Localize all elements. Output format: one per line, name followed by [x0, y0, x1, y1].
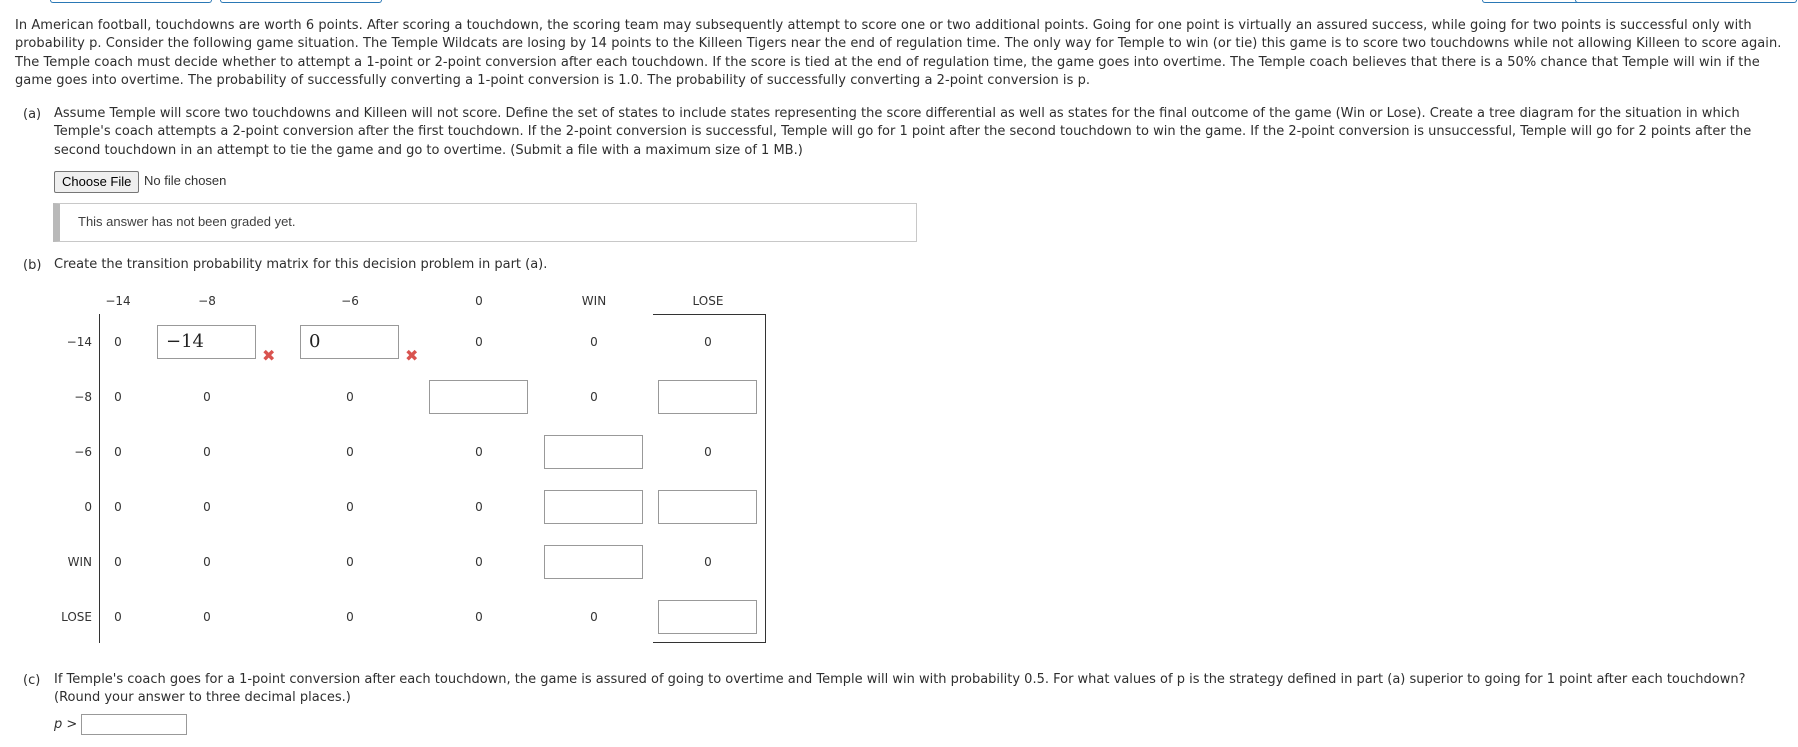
- cell-m14-m14: 0: [114, 335, 122, 349]
- cell-win-m6: 0: [346, 555, 354, 569]
- part-c-label: (c): [23, 673, 41, 688]
- cell-win-win-input[interactable]: [544, 545, 643, 579]
- cell-m6-m8: 0: [203, 445, 211, 459]
- cell-0-win-input[interactable]: [544, 490, 643, 524]
- row-label-lose: LOSE: [61, 610, 92, 624]
- row-label-win: WIN: [67, 555, 92, 569]
- cell-win-lose: 0: [704, 555, 712, 569]
- col-header-lose: LOSE: [692, 294, 724, 308]
- choose-file-button[interactable]: Choose File: [54, 171, 139, 193]
- cell-m6-m14: 0: [114, 445, 122, 459]
- cell-m8-lose-input[interactable]: [658, 380, 757, 414]
- col-header-0: 0: [475, 294, 483, 308]
- cell-m6-win-input[interactable]: [544, 435, 643, 469]
- part-c-question: If Temple's coach goes for a 1-point conversion after each touchdown, the game is assured of going to overtime and Temple will win with probability 0.5. For what values of p is the strategy defined in part (a) superior to going for 1 point after each touchdown?: [54, 672, 1746, 687]
- col-header-m14: −14: [105, 294, 131, 308]
- p-label: [54, 717, 77, 732]
- cell-m8-m14: 0: [114, 390, 122, 404]
- file-status: No file chosen: [144, 173, 227, 188]
- cell-lose-win: 0: [590, 610, 598, 624]
- row-label-m8: −8: [74, 390, 92, 404]
- col-header-m8: −8: [198, 294, 216, 308]
- cell-win-0: 0: [475, 555, 483, 569]
- cell-m8-m8: 0: [203, 390, 211, 404]
- problem-intro: In American football, touchdowns are worth 6 points. After scoring a touchdown, the scoring team may subsequently attempt to score one or two additional points. Going for one point is virtually an assured success, while going for two points is successful only with probability p. Consider the following game situation. The Temple Wildcats are losing by 14 points to the Killeen Tigers near the end of regulation time. The only way for Temple to win (or tie) this game is to score two touchdowns while not allowing Killeen to score again. The Temple coach must decide whether to attempt a 1-point or 2-point conversion after each touchdown. If the score is tied at the end of regulation time, the game goes into overtime. The Temple coach believes that there is a 50% chance that Temple will win if the game goes into overtime. The probability of successfully converting a 1-point conversion is 1.0. The probability of successfully converting a 2-point conversion is p.: [15, 18, 1782, 88]
- part-c-text: [54, 671, 1789, 708]
- cell-win-m14: 0: [114, 555, 122, 569]
- cell-0-m6: 0: [346, 500, 354, 514]
- cell-0-lose-input[interactable]: [658, 490, 757, 524]
- row-label-m6: −6: [74, 445, 92, 459]
- cell-lose-m6: 0: [346, 610, 354, 624]
- cell-m14-m8-input[interactable]: −14: [157, 325, 256, 359]
- cell-m6-0: 0: [475, 445, 483, 459]
- incorrect-icon: ✖: [405, 346, 419, 365]
- nav-tab-2[interactable]: [220, 0, 382, 3]
- cell-m6-m6: 0: [346, 445, 354, 459]
- cell-lose-lose-input[interactable]: [658, 600, 757, 634]
- cell-0-m8: 0: [203, 500, 211, 514]
- cell-m8-win: 0: [590, 390, 598, 404]
- p-threshold-input[interactable]: [81, 714, 187, 735]
- col-header-m6: −6: [341, 294, 359, 308]
- part-c-rounding-note: (Round your answer to three decimal places.): [54, 690, 351, 706]
- p-variable: p: [54, 717, 63, 732]
- grading-status-box: [53, 203, 917, 242]
- grading-status-text: This answer has not been graded yet.: [78, 214, 296, 229]
- top-nav-strip: [0, 0, 1798, 12]
- cell-m6-lose: 0: [704, 445, 712, 459]
- nav-tab-3[interactable]: [1482, 0, 1582, 3]
- cell-lose-m14: 0: [114, 610, 122, 624]
- cell-m14-0: 0: [475, 335, 483, 349]
- cell-m8-m6: 0: [346, 390, 354, 404]
- cell-lose-m8: 0: [203, 610, 211, 624]
- col-header-win: WIN: [581, 294, 607, 308]
- part-b-label: (b): [23, 258, 42, 273]
- part-a-label: (a): [23, 107, 42, 122]
- row-label-m14: −14: [66, 335, 92, 349]
- part-b-text: Create the transition probability matrix for this decision problem in part (a).: [54, 257, 548, 272]
- row-label-0: 0: [84, 500, 92, 514]
- cell-m14-win: 0: [590, 335, 598, 349]
- cell-win-m8: 0: [203, 555, 211, 569]
- cell-m14-m6-input[interactable]: 0: [300, 325, 399, 359]
- matrix-left-bracket: [99, 314, 105, 643]
- cell-0-0: 0: [475, 500, 483, 514]
- cell-m14-lose: 0: [704, 335, 712, 349]
- matrix-right-bracket: [653, 314, 766, 643]
- nav-tab-4[interactable]: [1575, 0, 1797, 3]
- p-operator: >: [66, 717, 78, 732]
- cell-lose-0: 0: [475, 610, 483, 624]
- part-a-text: Assume Temple will score two touchdowns and Killeen will not score. Define the set of states to include states representing the score differential as well as states for the final outcome of the game (Win or Lose). Create a tree diagram for the situation in which Temple's coach attempts a 2-point conversion after the first touchdown. If the 2-point conversion is successful, Temple will go for 1 point after the second touchdown to win the game. If the 2-point conversion is unsuccessful, Temple will go for 2 points after the second touchdown in an attempt to tie the game and go to overtime. (Submit a file with a maximum size of 1 MB.): [54, 106, 1752, 158]
- cell-0-m14: 0: [114, 500, 122, 514]
- cell-m8-0-input[interactable]: [429, 380, 528, 414]
- incorrect-icon: ✖: [262, 346, 276, 365]
- nav-tab-1[interactable]: [50, 0, 212, 3]
